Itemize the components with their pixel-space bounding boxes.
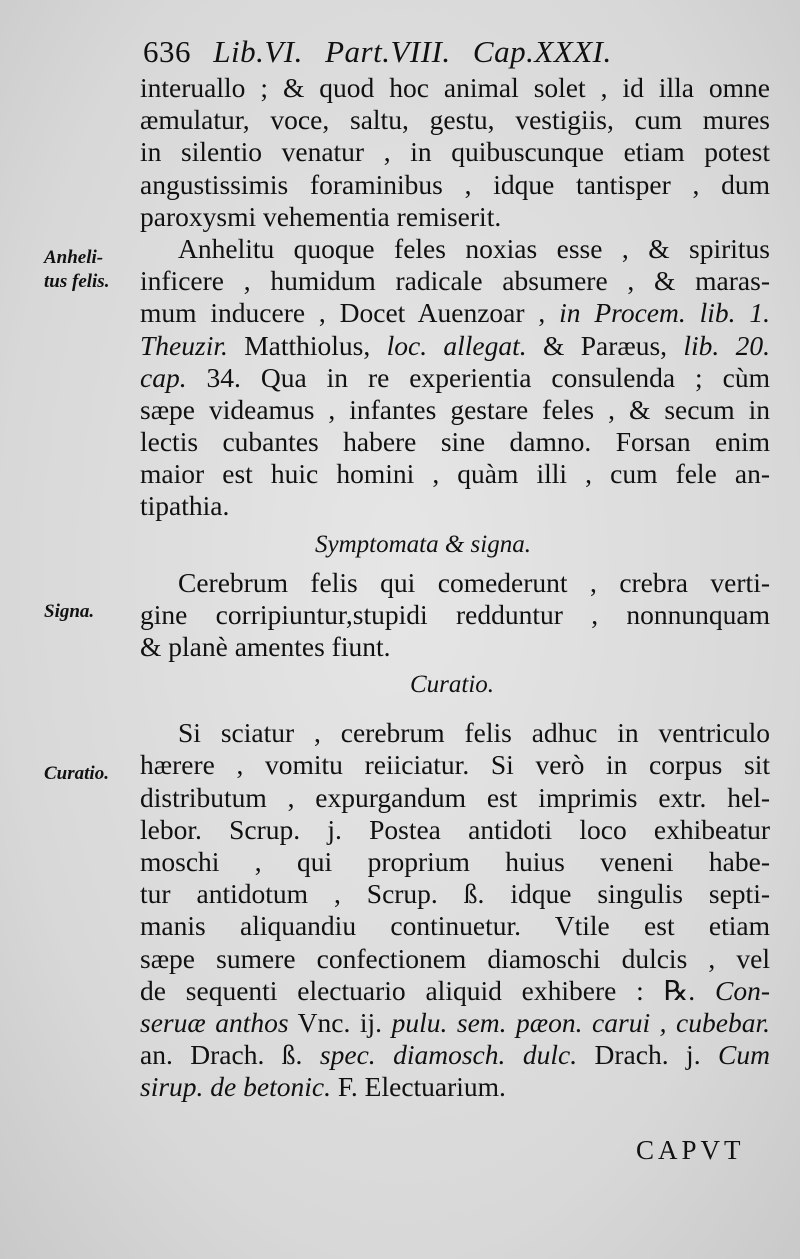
citation: loc. allegat. (386, 329, 527, 361)
text-line: sæpe videamus , infantes gestare feles , & secum in (140, 393, 770, 425)
text-line (140, 1007, 770, 1039)
section-heading-curatio: Curatio. (410, 671, 495, 699)
text-line (140, 330, 770, 362)
text-run: de sequenti electuario aliquid exhibere : ℞. (140, 974, 715, 1006)
text-line: tipathia. (140, 490, 230, 522)
text-line: distributum , expurgandum est imprimis extr. hel- (140, 781, 770, 813)
margin-note-anhelitus (44, 246, 109, 294)
text-line: lectis cubantes habere sine damno. Forsan enim (140, 426, 770, 458)
spacer (140, 707, 770, 717)
text-line: hærere , vomitu reiiciatur. Si verò in corpus sit (140, 749, 770, 781)
text-line: Si sciatur , cerebrum felis adhuc in ventriculo (178, 717, 770, 749)
text-line (140, 1071, 770, 1103)
citation: cap. (140, 361, 187, 393)
text-line: & planè amentes fiunt. (140, 631, 391, 662)
recipe-italic: Con- (715, 974, 770, 1006)
recipe-italic: sirup. de betonic. (140, 1071, 331, 1103)
section-heading-symptomata: Symptomata & signa. (315, 530, 531, 558)
text-line (140, 975, 770, 1007)
text-line: paroxysmi vehementia remiserit. (140, 200, 502, 232)
catchword: CAPVT (636, 1135, 745, 1165)
recipe-italic: seruæ anthos (140, 1006, 289, 1038)
page-number: 636 (143, 34, 191, 69)
margin-note-line: Anheli- (44, 247, 104, 268)
text-line: gine corripiuntur,stupidi redduntur , nonnunquam (140, 598, 770, 630)
text-run: Vnc. ij. (288, 1006, 392, 1038)
text-line: Cerebrum felis qui comederunt , crebra verti- (178, 566, 770, 598)
part-ref: Part.VIII. (325, 34, 451, 69)
text-run: an. Drach. ß. (140, 1039, 320, 1071)
text-line (140, 297, 770, 329)
margin-note-curatio: Curatio. (44, 763, 109, 784)
text-run: mum inducere , Docet Auenzoar , (140, 297, 560, 329)
running-header (143, 34, 626, 70)
text-run: F. Electuarium. (330, 1071, 506, 1103)
citation: in Procem. lib. 1. (559, 297, 770, 329)
margin-note-signa: Signa. (44, 601, 95, 622)
text-line: manis aliquandiu continuetur. Vtile est etiam (140, 910, 770, 942)
text-line: in silentio venatur , in quibuscunque etiam potest (140, 136, 770, 168)
citation: Theuzir. (140, 329, 228, 361)
text-run: & Paræus, (526, 329, 684, 361)
text-run: Drach. j. (577, 1039, 719, 1071)
text-line: maior est huic homini , quàm illi , cum fele an- (140, 458, 770, 490)
text-line: moschi , qui proprium huius veneni habe- (140, 845, 770, 877)
text-line: æmulatur, voce, saltu, gestu, vestigiis, cum mures (140, 104, 770, 136)
text-line (140, 1039, 770, 1071)
recipe-italic: pulu. sem. pæon. carui , cubebar. (391, 1006, 770, 1038)
text-run: 34. Qua in re experientia consulenda ; cùm (186, 361, 770, 393)
text-line: interuallo ; & quod hoc animal solet , id illa omne (140, 72, 770, 103)
text-run: Matthiolus, (227, 329, 387, 361)
text-line (140, 362, 770, 394)
margin-note-line: tus felis. (44, 271, 110, 292)
text-line: tur antidotum , Scrup. ß. idque singulis septi- (140, 878, 770, 910)
text-line: sæpe sumere confectionem diamoschi dulcis , vel (140, 942, 770, 974)
recipe-italic: spec. diamosch. dulc. (319, 1039, 578, 1071)
text-line: Anhelitu quoque feles noxias esse , & spiritus (178, 232, 770, 264)
recipe-italic: Cum (718, 1039, 770, 1071)
text-line: inficere , humidum radicale absumere , & maras- (140, 265, 770, 297)
text-line: angustissimis foraminibus , idque tantisper , dum (140, 168, 770, 200)
book-ref: Lib.VI. (213, 34, 303, 69)
main-text (140, 72, 770, 1103)
chapter-ref: Cap.XXXI. (472, 34, 612, 69)
citation: lib. 20. (683, 329, 771, 361)
text-line: lebor. Scrup. j. Postea antidoti loco exhibeatur (140, 813, 770, 845)
